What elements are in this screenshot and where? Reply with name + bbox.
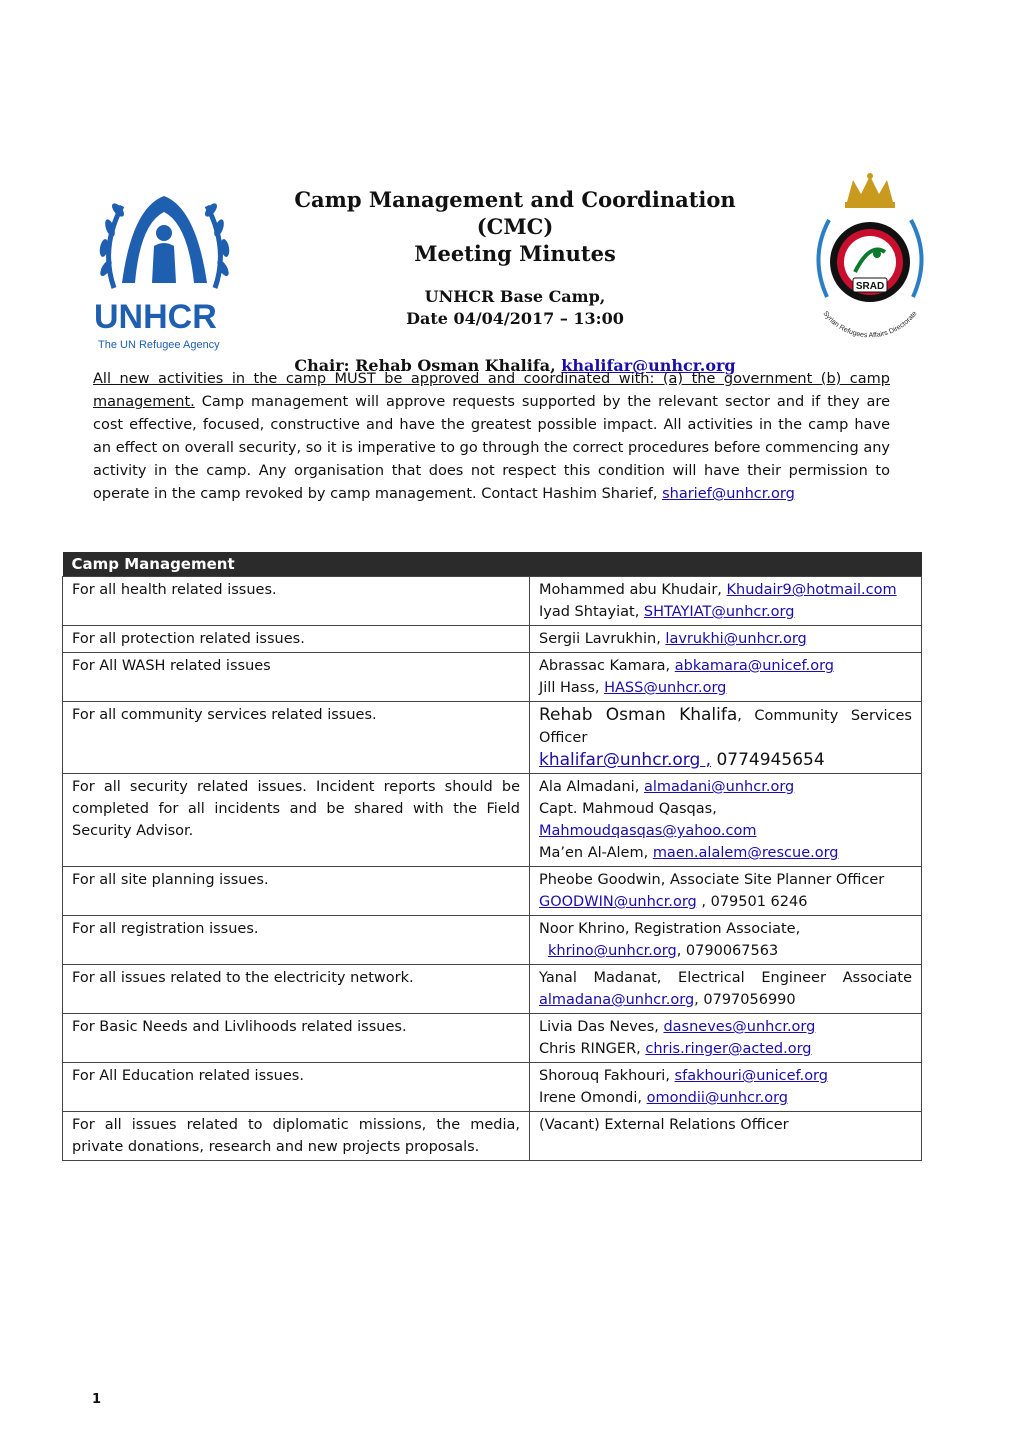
meeting-location-text: UNHCR Base Camp, bbox=[424, 287, 606, 306]
contact-cell bbox=[530, 1112, 922, 1161]
unhcr-logo-text: UNHCR bbox=[94, 298, 217, 336]
contact-name: Capt. Mahmoud Qasqas, bbox=[539, 801, 717, 817]
meeting-location bbox=[270, 286, 760, 330]
intro-email-link[interactable]: sharief@unhcr.org bbox=[662, 486, 795, 502]
issue-cell: For all security related issues. Incident reports should be completed for all incidents and be shared with the Field Security Advisor. bbox=[63, 774, 530, 867]
contact-email-link[interactable]: Mahmoudqasqas@yahoo.com bbox=[539, 823, 757, 839]
contact-name: Jill Hass, bbox=[539, 680, 605, 696]
unhcr-emblem-icon bbox=[92, 188, 237, 358]
contact-email-link[interactable]: GOODWIN@unhcr.org bbox=[539, 894, 697, 910]
chair-email-link[interactable]: khalifar@unhcr.org bbox=[561, 356, 736, 375]
contact-email-link[interactable]: SHTAYIAT@unhcr.org bbox=[643, 604, 795, 620]
contact-cell bbox=[530, 653, 922, 702]
camp-management-table bbox=[62, 552, 922, 1161]
table-row bbox=[63, 867, 922, 916]
meeting-date: Date 04/04/2017 – 13:00 bbox=[406, 309, 624, 328]
page-number: 1 bbox=[92, 1392, 102, 1407]
contact-cell bbox=[530, 774, 922, 867]
contact-name: Chris RINGER, bbox=[539, 1041, 646, 1057]
contact-email-link[interactable]: sfakhouri@unicef.org bbox=[674, 1068, 828, 1084]
contact-phone: , 079501 6246 bbox=[696, 894, 808, 910]
issue-cell: For all issues related to the electricity network. bbox=[63, 965, 530, 1014]
contact-name: Iyad Shtayiat, bbox=[539, 604, 644, 620]
intro-underlined: All new activities in the camp MUST be approved and coordinated with: (a) the government (b) camp management. bbox=[93, 371, 890, 410]
issue-cell: For all site planning issues. bbox=[63, 867, 530, 916]
contact-name: Abrassac Kamara, bbox=[539, 658, 675, 674]
issue-cell: For all protection related issues. bbox=[63, 626, 530, 653]
issue-cell: For all health related issues. bbox=[63, 577, 530, 626]
contact-cell bbox=[530, 965, 922, 1014]
contact-name: Shorouq Fakhouri, bbox=[539, 1068, 675, 1084]
table-row bbox=[63, 916, 922, 965]
contact-name: Noor Khrino, Registration Associate, bbox=[539, 921, 801, 937]
issue-cell: For all issues related to diplomatic missions, the media, private donations, research and new projects proposals. bbox=[63, 1112, 530, 1161]
table-row bbox=[63, 626, 922, 653]
contact-name: Irene Omondi, bbox=[539, 1090, 647, 1106]
contact-name: Ala Almadani, bbox=[539, 779, 644, 795]
issue-cell: For all registration issues. bbox=[63, 916, 530, 965]
table-row bbox=[63, 1014, 922, 1063]
contact-name: Mohammed abu Khudair, bbox=[539, 582, 727, 598]
table-row bbox=[63, 1112, 922, 1161]
contact-email-link[interactable]: dasneves@unhcr.org bbox=[663, 1019, 816, 1035]
contact-name: (Vacant) External Relations Officer bbox=[539, 1117, 789, 1133]
table-row bbox=[63, 577, 922, 626]
contact-email-link[interactable]: almadana@unhcr.org bbox=[539, 992, 695, 1008]
contact-cell bbox=[530, 867, 922, 916]
intro-body: Camp management will approve requests supported by the relevant sector and if they are cost effective, focused, constructive and have the greatest possible impact. All activities in the camp have an effect on overall security, so it is imperative to go through the correct procedures before commencing any activity in the camp. Any organisation that does not respect this condition will have their permission to operate in the camp revoked by camp management. Contact Hashim Sharief, bbox=[93, 394, 890, 502]
srad-badge-text: SRAD bbox=[855, 281, 885, 292]
contact-cell bbox=[530, 1063, 922, 1112]
intro-paragraph bbox=[93, 368, 890, 506]
contact-name: Sergii Lavrukhin, bbox=[539, 631, 666, 647]
issue-cell: For all community services related issues. bbox=[63, 702, 530, 774]
contact-name: Yanal Madanat, Electrical Engineer Associate bbox=[539, 970, 912, 986]
contact-name: Pheobe Goodwin, Associate Site Planner Officer bbox=[539, 872, 885, 888]
table-row bbox=[63, 1063, 922, 1112]
contact-email-link[interactable]: khalifar@unhcr.org , bbox=[539, 750, 712, 770]
contact-cell bbox=[530, 626, 922, 653]
document-title-line1: Camp Management and Coordination (CMC) bbox=[294, 187, 736, 239]
contact-email-link[interactable]: khrino@unhcr.org bbox=[548, 943, 677, 959]
document-header bbox=[270, 186, 760, 375]
contact-email-link[interactable]: HASS@unhcr.org bbox=[604, 680, 727, 696]
contact-email-link[interactable]: Khudair9@hotmail.com bbox=[726, 582, 897, 598]
contact-email-link[interactable]: omondii@unhcr.org bbox=[646, 1090, 789, 1106]
contact-cell bbox=[530, 702, 922, 774]
issue-cell: For All WASH related issues bbox=[63, 653, 530, 702]
issue-cell: For All Education related issues. bbox=[63, 1063, 530, 1112]
table-row bbox=[63, 774, 922, 867]
contact-email-link[interactable]: lavrukhi@unhcr.org bbox=[665, 631, 807, 647]
contact-name: Ma’en Al-Alem, bbox=[539, 845, 653, 861]
unhcr-logo-tagline: The UN Refugee Agency bbox=[98, 339, 220, 351]
issue-cell: For Basic Needs and Livlihoods related issues. bbox=[63, 1014, 530, 1063]
srad-emblem-icon bbox=[805, 172, 935, 340]
contact-email-link[interactable]: almadani@unhcr.org bbox=[643, 779, 795, 795]
chair-label: Chair: Rehab Osman Khalifa, bbox=[294, 356, 562, 375]
contact-email-link[interactable]: chris.ringer@acted.org bbox=[645, 1041, 812, 1057]
document-title-line2: Meeting Minutes bbox=[414, 241, 616, 266]
srad-logo bbox=[805, 172, 935, 340]
contact-name: Livia Das Neves, bbox=[539, 1019, 664, 1035]
contact-phone: 0774945654 bbox=[711, 750, 825, 770]
table-row bbox=[63, 702, 922, 774]
contact-email-link[interactable]: maen.alalem@rescue.org bbox=[652, 845, 839, 861]
table-row bbox=[63, 965, 922, 1014]
table-row bbox=[63, 653, 922, 702]
contact-email-link[interactable]: abkamara@unicef.org bbox=[674, 658, 834, 674]
contact-cell bbox=[530, 1014, 922, 1063]
table-header: Camp Management bbox=[63, 552, 922, 577]
contact-name: Rehab Osman Khalifa bbox=[539, 705, 738, 725]
contact-phone: , 0797056990 bbox=[694, 992, 796, 1008]
srad-arc-text: Syrian Refugees Affairs Directorate bbox=[821, 310, 919, 340]
contact-cell bbox=[530, 916, 922, 965]
contact-phone: , 0790067563 bbox=[676, 943, 779, 959]
unhcr-logo bbox=[92, 188, 237, 358]
contact-cell bbox=[530, 577, 922, 626]
contact-role: , Community Services Officer bbox=[539, 708, 912, 746]
